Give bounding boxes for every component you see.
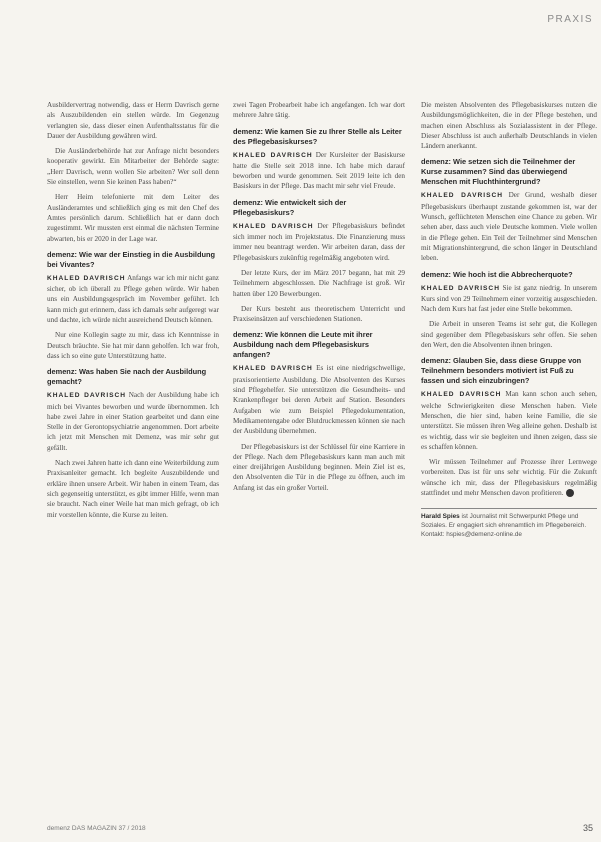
paragraph: Nach zwei Jahren hatte ich dann eine Weiterbildung zum Praxisanleiter gemacht. Ich begleite Auszubildende und erkläre ihnen unsere Arbeit. Wir haben in einem Team, das sich gegenseitig unterstützt, es gibt immer Hilfe, wenn man sie braucht. Nach einer Weile hat man mich gefragt, ob ich mir vorstellen könnte, die Kurse zu leiten.: [47, 459, 219, 519]
answer-text: Sie ist ganz niedrig. In unserem Kurs sind von 29 Teilnehmern einer vorzeitig ausgeschieden. Nach dem Kurs hat fast jeder eine Stelle bekommen.: [421, 283, 597, 314]
speaker-name: KHALED DAVRISCH: [421, 284, 500, 292]
speaker-name: KHALED DAVRISCH: [421, 192, 504, 200]
column-2: [233, 100, 405, 498]
column-1: [47, 100, 219, 525]
paragraph: Die Arbeit in unseren Teams ist sehr gut, die Kollegen sind gegenüber dem Pflegebasiskurs sehr offen. Sie sehen den Wert, den die Absolventen ihnen bringen.: [421, 320, 597, 350]
answer-text: Wir müssen Teilnehmer auf Prozesse ihrer Lernwege vorbereiten. Das ist für uns sehr wichtig. Für die Zukunft wünsche ich mir, dass der Pflegebasiskurs regelmäßig stattfindet und mehr Menschen davon profitieren.: [421, 458, 597, 498]
speaker-name: KHALED DAVRISCH: [47, 392, 127, 400]
interview-question: demenz: Wie können die Leute mit ihrer Ausbildung nach dem Pflegebasiskurs anfangen?: [233, 330, 373, 360]
paragraph: Nur eine Kollegin sagte zu mir, dass ich Kenntnisse in Deutsch bräuchte. Sie hat mir dann geholfen. Ich war froh, dass ich so eine gute Unterstützung hatte.: [47, 331, 219, 360]
paragraph: [421, 457, 597, 498]
author-box: [421, 508, 597, 539]
interview-answer: [421, 190, 597, 263]
publication-name: demenz DAS MAGAZIN 37 / 2018: [47, 825, 146, 832]
interview-answer: [47, 273, 219, 325]
article-end-icon: ●: [566, 489, 574, 497]
interview-question: demenz: Wie hoch ist die Abbrecherquote?: [421, 269, 573, 279]
paragraph: Die meisten Absolventen des Pflegebasiskurses nutzen die Ausbildungsmöglichkeiten, die in der Pflege bestehen, und machen einen Abschluss als Sozialassistent in der Pflege. Dieser Abschluss ist auch außerhalb Deutschlands in vielen Ländern anerkannt.: [421, 101, 597, 151]
answer-text: Anfangs war ich mir nicht ganz sicher, ob ich überall zu Pflege gehen würde. Wir haben uns ein Ausbildungsgespräch im November geführt. Ich kann mich gut erinnern, dass ich damals sehr aufgeregt war und dachte, ich würde nicht ausreichend Deutsch können.: [47, 273, 219, 325]
interview-answer: [421, 389, 597, 452]
interview-question: demenz: Glauben Sie, dass diese Gruppe von Teilnehmern besonders motiviert ist Fuß zu fassen und sich einzubringen?: [421, 356, 582, 386]
interview-answer: [421, 283, 597, 315]
interview-answer: [47, 390, 219, 453]
answer-text: Der Pflegebasiskurs befindet sich immer noch im Projektstatus. Die Finanzierung muss immer neu beantragt werden. Wir arbeiten daran, dass der Pflegebasiskurs zukünftig regelmäßig angeboten wird.: [233, 221, 405, 262]
page-number: 35: [582, 823, 593, 833]
interview-question: demenz: Wie war der Einstieg in die Ausbildung bei Vivantes?: [47, 249, 216, 269]
interview-question: demenz: Was haben Sie nach der Ausbildung gemacht?: [47, 367, 207, 387]
paragraph: Der Pflegebasiskurs ist der Schlüssel für eine Karriere in der Pflege. Nach dem Pflegebasiskurs kann man auch mit einer dreijährigen Ausbildung beginnen. Mein Ziel ist es, den Absolventen die Tür in die Pflege zu öffnen, auch im Anfang ist das ein großer Vorteil.: [233, 442, 405, 492]
speaker-name: KHALED DAVRISCH: [233, 365, 313, 373]
paragraph: Der Kurs besteht aus theoretischem Unterricht und Praxiseinsätzen auf verschiedenen Stationen.: [233, 304, 405, 324]
paragraph: Herr Heim telefonierte mit dem Leiter des Ausländeramtes und schließlich ging es mit den Chef des Amtes persönlich darum. Schließlich hat er dann doch zugestimmt. Wir mussten erst einmal die nächsten Termine abwarten, bis er 2020 in der Lage war.: [47, 193, 219, 243]
answer-text: Nach der Ausbildung habe ich mich bei Vivantes beworben und wurde übernommen. Ich habe zwei Jahre in einer Station gearbeitet und dann eine Stelle in der Gerontopsychiatrie angenommen. Dort arbeite ich jetzt mit Menschen mit Demenz, was mir sehr gut gefällt.: [47, 391, 219, 452]
paragraph: Ausbildervertrag notwendig, dass er Herrn Davrisch gerne als Auszubildenden ein stellen würde. Im Gegenzug verlangten sie, dass dieser einen Aufenthaltsstatus für die Dauer der Ausbildung gewähren wird.: [47, 101, 219, 140]
paragraph: Die Ausländerbehörde hat zur Anfrage nicht besonders kooperativ gewirkt. Ein Mitarbeiter der Behörde sagte: „Herr Davrisch, wenn wollen Sie arbeiten? Wer soll denn Sie einstellen, wenn Sie keinen Pass haben?“: [47, 147, 219, 187]
section-label: PRAXIS: [547, 14, 593, 25]
interview-answer: [233, 221, 405, 263]
author-name: Harald Spies: [421, 513, 460, 521]
interview-answer: [233, 363, 405, 436]
column-3: [421, 100, 597, 539]
answer-text: Man kann schon auch sehen, welche Schwierigkeiten diese Menschen haben. Viele Menschen, die hier sind, haben keine Familie, die sie unterstützt. Sie müssen ihren Weg alleine gehen. Deshalb ist es wichtig, dass wir sie begleiten und ihnen zeigen, dass sie es schaffen können.: [421, 390, 597, 451]
paragraph: Der letzte Kurs, der im März 2017 begann, hat mit 29 Teilnehmern abgeschlossen. Die Nachfrage ist groß. Wir hatten über 120 Bewerbungen.: [233, 268, 405, 298]
author-bio: ist Journalist mit Schwerpunkt Pflege und Soziales. Er engagiert sich ehrenamtlich im Pflegebereich. Kontakt: hspies@demenz-online.de: [421, 513, 587, 538]
answer-text: Der Kursleiter der Basiskurse hatte die Stelle seit 2018 inne. Ich habe mich darauf beworben und wurde genommen. Seit 2019 leite ich den Basiskurs in der Pflege. Das macht mir sehr viel Freude.: [233, 150, 405, 191]
speaker-name: KHALED DAVRISCH: [233, 151, 313, 159]
answer-text: Es ist eine niedrigschwellige, praxisorientierte Ausbildung. Die Absolventen des Kurses sind Pflegehelfer. Sie unterstützen die Gesundheits- und Krankenpfleger bei deren Arbeit auf Station. Besonders Aufgaben wie zum Beispiel Pflegedokumentation, Medikamentengabe oder Blutdruckmessen können sie nach der Ausbildung übernehmen.: [233, 364, 405, 436]
speaker-name: KHALED DAVRISCH: [47, 274, 126, 282]
speaker-name: KHALED DAVRISCH: [421, 391, 502, 399]
interview-answer: [233, 150, 405, 192]
paragraph: zwei Tagen Probearbeit habe ich angefangen. Ich war dort mehrere Jahre tätig.: [233, 101, 405, 120]
answer-text: Der Grund, weshalb dieser Pflegebasiskurs überhaupt zustande gekommen ist, war der Wunsch, geflüchteten Menschen eine Chance zu geben. Wir sehen aber, dass auch viele Deutsche kommen. Viele wollen in die Pflege gehen. Ein Teil der Teilnehmer sind Menschen mit Migrationshintergrund, die schon länger in Deutschland leben.: [421, 191, 597, 263]
interview-question: demenz: Wie entwickelt sich der Pflegebasiskurs?: [233, 197, 347, 217]
interview-question: demenz: Wie kamen Sie zu Ihrer Stelle als Leiter des Pflegebasiskurses?: [233, 126, 402, 146]
interview-question: demenz: Wie setzen sich die Teilnehmer der Kurse zusammen? Sind das überwiegend Menschen mit Fluchthintergrund?: [421, 157, 576, 187]
speaker-name: KHALED DAVRISCH: [233, 222, 314, 230]
